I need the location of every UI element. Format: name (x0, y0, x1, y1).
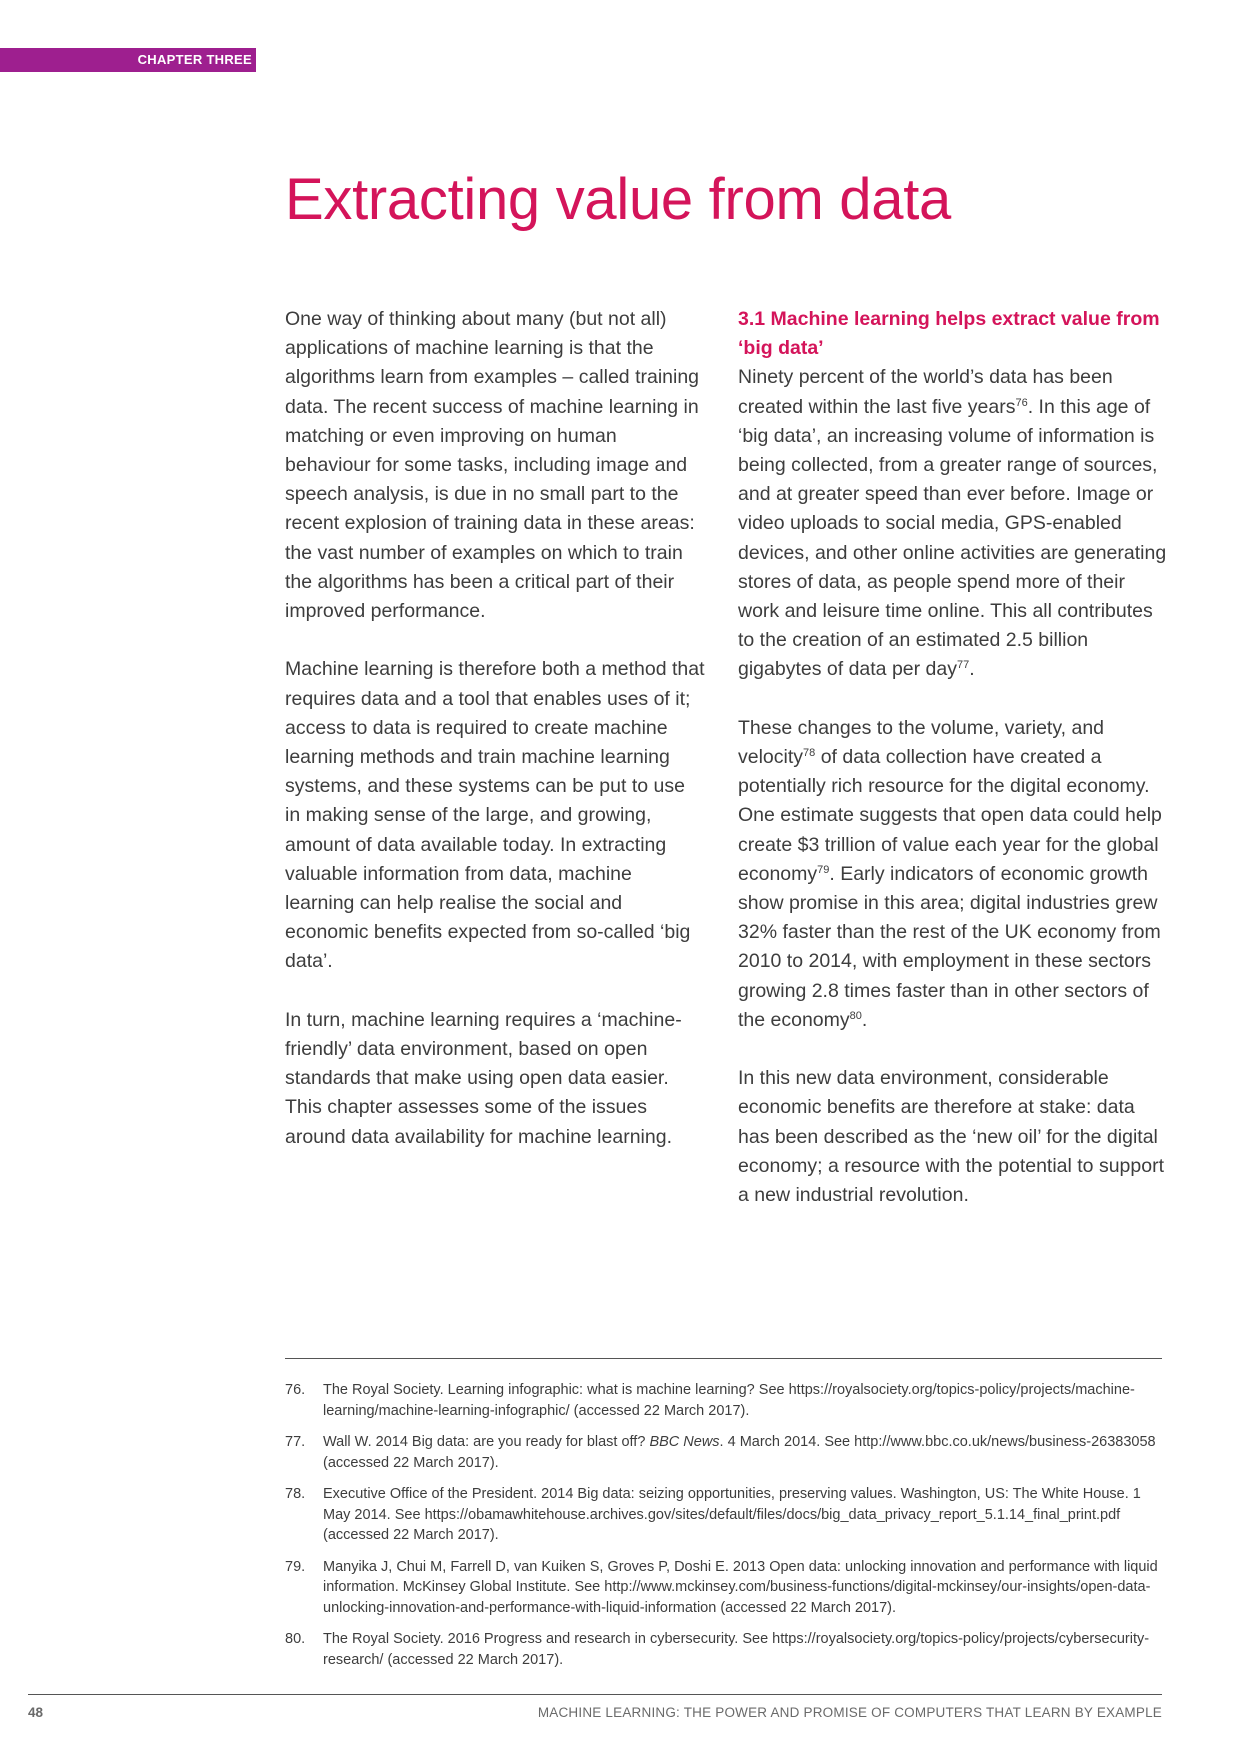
section-heading: 3.1 Machine learning helps extract value from ‘big data’ (738, 308, 1160, 360)
page-number: 48 (28, 1705, 44, 1720)
footnote-item (285, 1557, 1162, 1619)
footnote-number: 80. (285, 1631, 306, 1647)
footer-divider (28, 1694, 1162, 1695)
footnote-number: 79. (285, 1558, 306, 1575)
footnote-item (285, 1484, 1162, 1546)
body-paragraph: Ninety percent of the world’s data has been created within the last five years$^{76}$. In this age of ‘big data’, an increasing volume of information is being collected, from a greater range of sources, and at greater speed than ever before. Image or video uploads to social media, GPS-enabled devices, and other online activities are generating stores of data, as people spend more of their work and leisure time online. This all contributes to the creation of an estimated 2.5 billion gigabytes of data per day$^{77}$. (738, 366, 1167, 681)
page-title: Extracting value from data (285, 167, 951, 232)
footnote-divider (285, 1358, 1162, 1359)
body-paragraph: Machine learning is therefore both a method that requires data and a tool that enables uses of it; access to data is required to create machine learning methods and train machine learning systems, and these systems can be put to use in making sense of the large, and growing, amount of data available today. In extracting valuable information from data, machine learning can help realise the social and economic benefits expected from so-called ‘big data’. (285, 658, 705, 973)
footnote-reference[interactable]: 77 (957, 659, 970, 672)
footnote-item (285, 1432, 1162, 1473)
footnotes (285, 1380, 1162, 1681)
body-paragraph: These changes to the volume, variety, and velocity$^{78}$ of data collection have created a potentially rich resource for the digital economy. One estimate suggests that open data could help create $3 trillion of value each year for the global economy$^{79}$. Early indicators of economic growth show promise in this area; digital industries grew 32% faster than the rest of the UK economy from 2010 to 2014, with employment in these sectors growing 2.8 times faster than in other sectors of the economy$^{80}$. (738, 716, 1162, 1031)
left-column (285, 305, 705, 1181)
body-paragraph: In turn, machine learning requires a ‘machine-friendly’ data environment, based on open standards that make using open data easier. This chapter assesses some of the issues around data availability for machine learning. (285, 1008, 682, 1148)
footnote-text: The Royal Society. 2016 Progress and research in cybersecurity. See https://royalsociety.org/topics-policy/projects/cybersecurity-research/ (accessed 22 March 2017). (323, 1631, 1150, 1668)
footnote-number: 76. (285, 1382, 306, 1398)
footnote-reference[interactable]: 78 (803, 747, 816, 760)
body-paragraph: In this new data environment, considerable economic benefits are therefore at stake: data has been described as the ‘new oil’ for the digital economy; a resource with the potential to support a new industrial revolution. (738, 1067, 1164, 1207)
footnote-reference[interactable]: 76 (1015, 396, 1028, 409)
chapter-label: CHAPTER THREE (0, 48, 256, 72)
footnote-text: Wall W. 2014 Big data: are you ready for blast off? BBC News. 4 March 2014. See http://www.bbc.co.uk/news/business-26383058 (accessed 22 March 2017). (323, 1434, 1156, 1471)
footnote-reference[interactable]: 79 (817, 863, 830, 876)
footnote-reference[interactable]: 80 (849, 1009, 862, 1022)
footnote-item (285, 1629, 1162, 1670)
footnote-text: The Royal Society. Learning infographic: what is machine learning? See https://royalsociety.org/topics-policy/projects/machine-learning/machine-learning-infographic/ (accessed 22 March 2017). (323, 1382, 1135, 1419)
body-paragraph: One way of thinking about many (but not all) applications of machine learning is that the algorithms learn from examples – called training data. The recent success of machine learning in matching or even improving on human behaviour for some tasks, including image and speech analysis, is due in no small part to the recent explosion of training data in these areas: the vast number of examples on which to train the algorithms has been a critical part of their improved performance. (285, 308, 700, 623)
footnote-text: Manyika J, Chui M, Farrell D, van Kuiken S, Groves P, Doshi E. 2013 Open data: unlocking innovation and performance with liquid information. McKinsey Global Institute. See http://www.mckinsey.com/business-functions/digital-mckinsey/our-insights/open-data-unlocking-innovation-and-performance-with-liquid-information (accessed 22 March 2017). (323, 1558, 1158, 1616)
footnote-text: Executive Office of the President. 2014 Big data: seizing opportunities, preserving values. Washington, US: The White House. 1 May 2014. See https://obamawhitehouse.archives.gov/sites/default/files/docs/big_data_privacy_report_5.1.14_final_print.pdf (accessed 22 March 2017). (323, 1486, 1141, 1543)
right-column (738, 305, 1170, 1239)
footnote-number: 78. (285, 1486, 306, 1502)
footnote-item (285, 1380, 1162, 1421)
running-title: MACHINE LEARNING: THE POWER AND PROMISE OF COMPUTERS THAT LEARN BY EXAMPLE (537, 1705, 1162, 1720)
footnote-number: 77. (285, 1434, 306, 1450)
